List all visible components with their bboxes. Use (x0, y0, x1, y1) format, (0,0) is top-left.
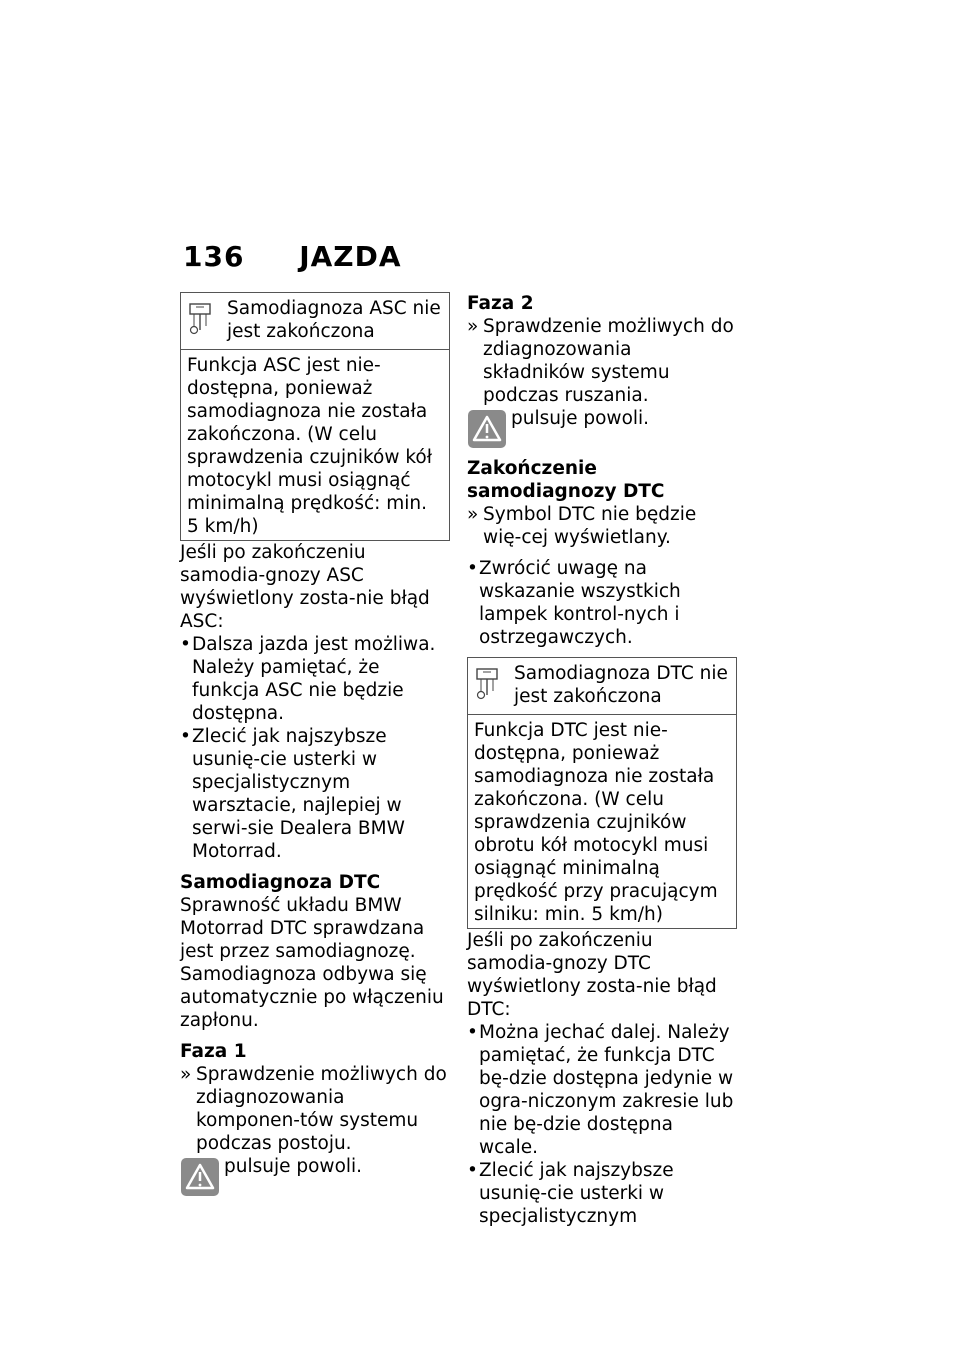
list-item-text: Dalsza jazda jest możliwa. Należy pamiętać, że funkcja ASC nie będzie dostępna. (192, 634, 436, 724)
paragraph: Jeśli po zakończeniu samodia-gnozy ASC wyświetlony zosta-nie błąd ASC: (180, 542, 430, 632)
indicator-text: pulsuje powoli. (511, 408, 650, 429)
bullet-icon: • (467, 1022, 478, 1043)
bullet-icon: • (180, 634, 191, 655)
indicator-line (180, 1155, 450, 1197)
bullet-icon: • (180, 726, 191, 747)
list-item-text: Można jechać dalej. Należy pamiętać, że funkcja DTC bę-dzie dostępna jedynie w ogra-niczonym zakresie lub nie bę-dzie dostępna wcale. (479, 1022, 734, 1158)
warning-triangle-icon (467, 409, 507, 449)
list-item (467, 1159, 737, 1228)
paragraph: Sprawność układu BMW Motorrad DTC sprawdzana jest przez samodiagnozę. Samodiagnoza odbywa się automatycznie po włączeniu zapłonu. (180, 895, 444, 1031)
list-item-text: Sprawdzenie możliwych do zdiagnozowania składników systemu podczas ruszania. (483, 316, 734, 406)
list-item (180, 1063, 450, 1155)
left-column (180, 292, 450, 1197)
warning-box-header (181, 293, 449, 350)
list-item (467, 315, 737, 407)
warning-box-header (468, 658, 736, 715)
list-item-text: Sprawdzenie możliwych do zdiagnozowania komponen-tów systemu podczas postoju. (196, 1064, 447, 1154)
section-heading: Zakończenie samodiagnozy DTC (467, 458, 665, 502)
dtc-warning-box (467, 657, 737, 929)
section-heading: Faza 1 (180, 1041, 247, 1062)
maintenance-indicator-icon (187, 297, 227, 342)
indicator-line (467, 407, 737, 449)
bullet-icon: • (467, 1160, 478, 1181)
indicator-text: pulsuje powoli. (224, 1156, 363, 1177)
warning-triangle-icon (180, 1157, 220, 1197)
list-item-text: Zwrócić uwagę na wskazanie wszystkich lampek kontrol-nych i ostrzegawczych. (479, 558, 681, 648)
list-item-text: Symbol DTC nie będzie wię-cej wyświetlany. (483, 504, 697, 548)
bullet-icon: • (467, 558, 478, 579)
list-item (467, 557, 737, 649)
maintenance-indicator-icon (474, 662, 514, 707)
arrow-icon: » (467, 504, 479, 525)
page-header (183, 240, 402, 273)
list-item-text: Zlecić jak najszybsze usunię-cie usterki w specjalistycznym warsztacie, najlepiej w serwi-sie Dealera BMW Motorrad. (192, 726, 405, 862)
list-item (467, 503, 737, 549)
right-column (467, 292, 737, 1228)
asc-warning-box (180, 292, 450, 541)
warning-box-title: Samodiagnoza ASC nie jest zakończona (227, 298, 441, 342)
section-heading: Samodiagnoza DTC (180, 872, 381, 893)
warning-box-title: Samodiagnoza DTC nie jest zakończona (514, 663, 728, 707)
list-item (180, 725, 450, 863)
list-item (180, 633, 450, 725)
page-number: 136 (183, 240, 245, 273)
list-item-text: Zlecić jak najszybsze usunię-cie usterki w specjalistycznym (479, 1160, 674, 1227)
section-title: JAZDA (299, 240, 402, 273)
paragraph: Jeśli po zakończeniu samodia-gnozy DTC wyświetlony zosta-nie błąd DTC: (467, 930, 717, 1020)
list-item (467, 1021, 737, 1159)
warning-box-body: Funkcja DTC jest nie-dostępna, ponieważ samodiagnoza nie została zakończona. (W celu sprawdzenia czujników obrotu kół motocykl musi osiągnąć minimalną prędkość przy pracującym silniku: min. 5 km/h) (474, 720, 718, 925)
warning-box-body: Funkcja ASC jest nie-dostępna, ponieważ samodiagnoza nie została zakończona. (W celu sprawdzenia czujników kół motocykl musi osiągnąć minimalną prędkość: min. 5 km/h) (187, 355, 432, 537)
arrow-icon: » (180, 1064, 192, 1085)
section-heading: Faza 2 (467, 293, 534, 314)
arrow-icon: » (467, 316, 479, 337)
